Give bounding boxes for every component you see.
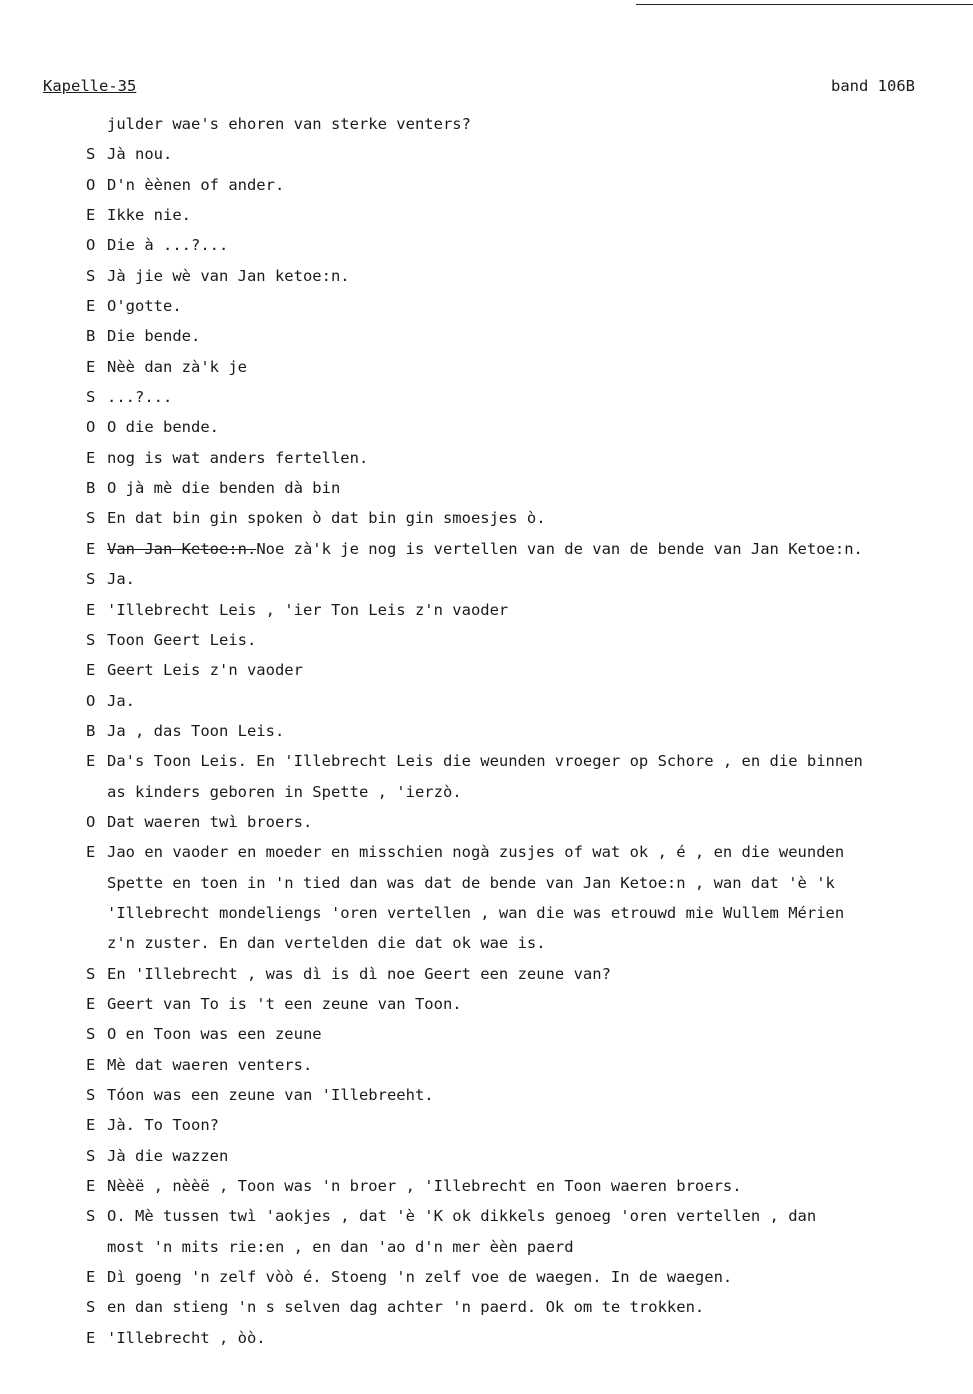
speaker-code: E [86,1268,96,1287]
utterance-text: Nèè dan zà'k je [107,357,247,376]
speaker-code: O [86,418,96,437]
speaker-code: E [86,1116,96,1135]
transcript-line [0,447,973,477]
utterance-text: Tóon was een zeune van 'Illebreeht. [107,1086,434,1104]
transcript-line [0,1145,973,1175]
utterance-text: Geert van To is 't een zeune van Toon. [107,994,462,1013]
utterance-text: Ja. [107,691,135,710]
transcript-line [0,599,973,629]
transcript-line [0,993,973,1023]
utterance-text: ...?... [107,388,173,407]
utterance-text: O en Toon was een zeune [107,1025,322,1044]
transcript-line [0,720,973,750]
speaker-code: E [86,843,96,862]
struck-text: Van Jan Ketoe:n. [107,539,257,558]
page-header-band: band 106B [831,77,915,95]
speaker-code: O [86,691,96,710]
speaker-code: S [86,1025,96,1044]
utterance-rest: Noe zà'k je nog is vertellen van de van de bende van Jan Ketoe:n. [256,539,863,558]
transcript-line [0,538,973,568]
utterance-text: z'n zuster. En dan vertelden die dat ok wae is. [107,934,546,953]
transcript-line [0,143,973,173]
utterance-text: Nèèë , nèèë , Toon was 'n broer , 'Illebrecht en Toon waeren broers. [107,1177,742,1196]
utterance-text: Jao en vaoder en moeder en misschien nogà zusjes of wat ok , é , en die weunden [107,843,845,862]
utterance-text [107,540,863,558]
transcript-line [0,386,973,416]
transcript-line [0,1054,973,1084]
speaker-code: S [86,266,96,285]
utterance-text: Geert Leis z'n vaoder [107,661,303,680]
speaker-code: S [86,509,96,528]
utterance-text: most 'n mits rie:en , en dan 'ao d'n mer èèn paerd [107,1237,574,1256]
transcript-line [0,1205,973,1235]
utterance-text: En dat bin gin spoken ò dat bin gin smoesjes ò. [107,509,546,528]
utterance-text: 'Illebrecht mondeliengs 'oren vertellen , wan die was etrouwd mie Wullem Mérien [107,903,845,922]
transcript-line [0,1266,973,1296]
transcript-line [0,1236,973,1266]
transcript-line [0,174,973,204]
transcript-line [0,477,973,507]
utterance-text: Die bende. [107,327,201,346]
utterance-text: Dì goeng 'n zelf vòò é. Stoeng 'n zelf voe de waegen. In de waegen. [107,1268,733,1287]
transcript-line [0,295,973,325]
transcript [0,113,973,1357]
speaker-code: E [86,1328,96,1347]
utterance-text: en dan stieng 'n s selven dag achter 'n paerd. Ok om te trokken. [107,1298,705,1317]
speaker-code: S [86,1086,96,1104]
transcript-line [0,1114,973,1144]
speaker-code: S [86,1146,96,1165]
top-rule [636,4,973,5]
speaker-code: E [86,357,96,376]
utterance-text: Die à ...?... [107,236,229,255]
speaker-code: S [86,630,96,649]
utterance-text: Jà. To Toon? [107,1116,219,1135]
utterance-text: O jà mè die benden dà bin [107,479,341,498]
transcript-line [0,841,973,871]
transcript-line [0,811,973,841]
speaker-code: B [86,327,96,346]
speaker-code: E [86,297,96,316]
utterance-text: D'n èènen of ander. [107,175,285,194]
utterance-text: Jà die wazzen [107,1146,229,1165]
speaker-code: S [86,1298,96,1317]
speaker-code: E [86,448,96,467]
transcript-line [0,659,973,689]
transcript-line [0,1296,973,1326]
transcript-line [0,1327,973,1357]
speaker-code: S [86,1207,96,1226]
speaker-code: E [86,539,96,558]
transcript-line [0,234,973,264]
utterance-text: O'gotte. [107,297,182,316]
utterance-text: En 'Illebrecht , was dì is dì noe Geert een zeune van? [107,964,611,983]
speaker-code: S [86,570,96,589]
speaker-code: E [86,600,96,619]
speaker-code: O [86,236,96,255]
utterance-text: 'Illebrecht , òò. [107,1328,266,1347]
speaker-code: E [86,1055,96,1074]
utterance-text: Da's Toon Leis. En 'Illebrecht Leis die weunden vroeger op Schore , en die binnen [107,752,863,771]
utterance-text: Toon Geert Leis. [107,630,257,649]
utterance-text: 'Illebrecht Leis , 'ier Ton Leis z'n vaoder [107,600,509,619]
transcript-line [0,507,973,537]
speaker-code: S [86,145,96,164]
speaker-code: E [86,1177,96,1196]
utterance-text: Spette en toen in 'n tied dan was dat de bende van Jan Ketoe:n , wan dat 'è 'k [107,873,835,892]
utterance-text: O. Mè tussen twì 'aokjes , dat 'è 'K ok dikkels genoeg 'oren vertellen , dan [107,1207,817,1226]
transcript-line [0,265,973,295]
speaker-code: B [86,479,96,498]
speaker-code: E [86,994,96,1013]
utterance-text: Mè dat waeren venters. [107,1055,313,1074]
utterance-text: Ikke nie. [107,206,191,225]
transcript-line [0,113,973,143]
utterance-text: Jà nou. [107,145,173,164]
transcript-line [0,750,973,780]
utterance-text: julder wae's ehoren van sterke venters? [107,115,471,133]
page-header-location: Kapelle-35 [43,77,137,95]
utterance-text: nog is wat anders fertellen. [107,448,369,467]
utterance-text: as kinders geboren in Spette , 'ierzò. [107,782,462,801]
speaker-code: B [86,721,96,740]
speaker-code: S [86,964,96,983]
transcript-line [0,1084,973,1114]
speaker-code: S [86,388,96,407]
transcript-line [0,1175,973,1205]
transcript-line [0,204,973,234]
utterance-text: O die bende. [107,418,219,437]
speaker-code: O [86,175,96,194]
transcript-line [0,690,973,720]
utterance-text: Ja , das Toon Leis. [107,721,285,740]
transcript-line [0,902,973,932]
utterance-text: Dat waeren twì broers. [107,812,313,831]
utterance-text: Jà jie wè van Jan ketoe:n. [107,266,350,285]
transcript-line [0,325,973,355]
transcript-line [0,568,973,598]
transcript-line [0,416,973,446]
transcript-line [0,1023,973,1053]
speaker-code: O [86,812,96,831]
transcript-line [0,872,973,902]
transcript-line [0,629,973,659]
transcript-line [0,781,973,811]
speaker-code: E [86,206,96,225]
transcript-line [0,356,973,386]
utterance-text: Ja. [107,570,135,589]
transcript-line [0,932,973,962]
speaker-code: E [86,661,96,680]
transcript-line [0,963,973,993]
speaker-code: E [86,752,96,771]
